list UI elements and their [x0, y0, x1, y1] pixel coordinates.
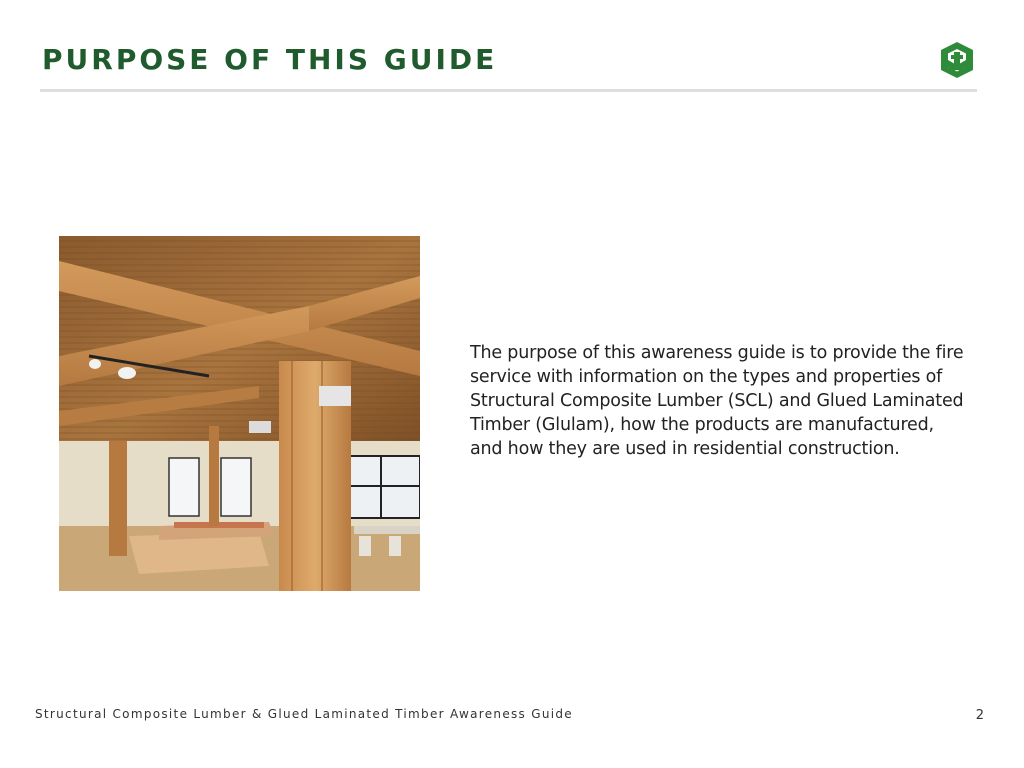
purpose-paragraph: The purpose of this awareness guide is to provide the fire service with information on the types and properties of Structural Composite Lumber (SCL) and Glued Laminated Timber (Glulam), how the products are manufactured, and how they are used in residential construction.: [470, 343, 964, 459]
header-divider: [40, 89, 977, 92]
footer-title: Structural Composite Lumber & Glued Laminated Timber Awareness Guide: [35, 707, 573, 721]
interior-timber-building-photo: [59, 236, 420, 591]
page-title: PURPOSE OF THIS GUIDE: [42, 43, 498, 76]
page-number: 2: [975, 708, 984, 723]
organization-logo-icon: [938, 40, 976, 78]
